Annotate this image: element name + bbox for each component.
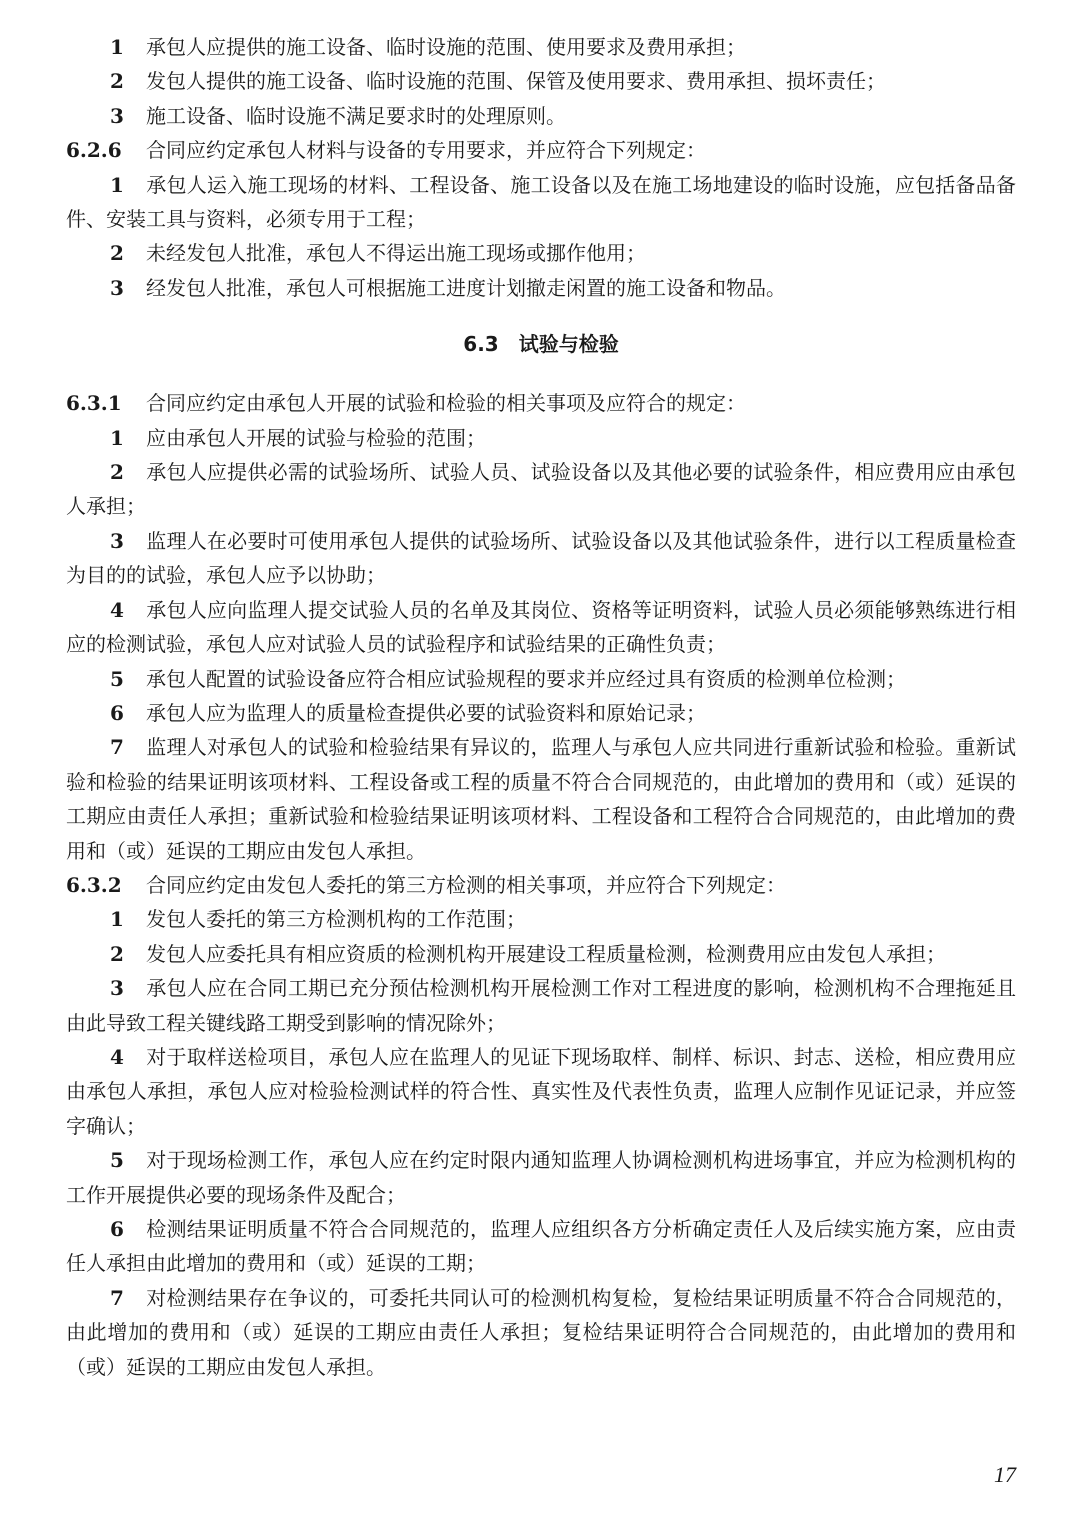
item-number: 6 xyxy=(110,700,124,725)
item-number: 5 xyxy=(110,1148,124,1173)
item-number: 3 xyxy=(110,528,124,553)
list-item xyxy=(66,236,1016,270)
item-number: 5 xyxy=(110,666,124,691)
item-number: 4 xyxy=(110,1044,124,1069)
item-text: 发包人委托的第三方检测机构的工作范围； xyxy=(146,907,526,932)
item-number: 2 xyxy=(110,69,124,94)
item-text: 检测结果证明质量不符合合同规范的，监理人应组织各方分析确定责任人及后续实施方案，应由责任人承担由此增加的费用和（或）延误的工期； xyxy=(66,1217,1016,1276)
clause-number: 6.3.1 xyxy=(66,391,122,416)
item-text: 经发包人批准，承包人可根据施工进度计划撤走闲置的施工设备和物品。 xyxy=(146,275,786,300)
list-item xyxy=(66,455,1016,524)
clause-6-3-2 xyxy=(66,868,1016,902)
clause-text: 合同应约定由发包人委托的第三方检测的相关事项，并应符合下列规定： xyxy=(146,872,786,897)
clause-text: 合同应约定承包人材料与设备的专用要求，并应符合下列规定： xyxy=(146,138,706,163)
item-text: 发包人应委托具有相应资质的检测机构开展建设工程质量检测，检测费用应由发包人承担； xyxy=(146,941,946,966)
item-number: 3 xyxy=(110,976,124,1001)
page-number: 17 xyxy=(994,1462,1016,1487)
item-text: 承包人应向监理人提交试验人员的名单及其岗位、资格等证明资料，试验人员必须能够熟练进行相应的检测试验，承包人应对试验人员的试验程序和试验结果的正确性负责； xyxy=(66,597,1016,657)
item-text: 对于取样送检项目，承包人应在监理人的见证下现场取样、制样、标识、封志、送检，相应费用应由承包人承担，承包人应对检验检测试样的符合性、真实性及代表性负责，监理人应制作见证记录，并应签字确认； xyxy=(66,1044,1016,1138)
item-number: 1 xyxy=(110,907,124,932)
list-item xyxy=(66,696,1016,730)
list-item xyxy=(66,64,1016,98)
item-number: 7 xyxy=(110,735,124,760)
document-body xyxy=(66,30,1016,1384)
item-text: 发包人提供的施工设备、临时设施的范围、保管及使用要求、费用承担、损坏责任； xyxy=(146,69,886,94)
list-item xyxy=(66,524,1016,593)
item-number: 4 xyxy=(110,597,124,622)
item-text: 应由承包人开展的试验与检验的范围； xyxy=(146,425,486,450)
list-item xyxy=(66,971,1016,1040)
item-text: 未经发包人批准，承包人不得运出施工现场或挪作他用； xyxy=(146,241,646,266)
list-item xyxy=(66,662,1016,696)
item-text: 施工设备、临时设施不满足要求时的处理原则。 xyxy=(146,103,566,128)
clause-number: 6.2.6 xyxy=(66,138,122,163)
item-text: 承包人配置的试验设备应符合相应试验规程的要求并应经过具有资质的检测单位检测； xyxy=(146,666,906,691)
item-text: 监理人在必要时可使用承包人提供的试验场所、试验设备以及其他试验条件，进行以工程质量检查为目的的试验，承包人应予以协助； xyxy=(66,528,1016,588)
clause-text: 合同应约定由承包人开展的试验和检验的相关事项及应符合的规定： xyxy=(146,391,746,416)
item-number: 1 xyxy=(110,35,124,59)
list-item xyxy=(66,1281,1016,1384)
item-text: 承包人运入施工现场的材料、工程设备、施工设备以及在施工场地建设的临时设施，应包括备品备件、安装工具与资料，必须专用于工程； xyxy=(66,172,1016,232)
item-number: 7 xyxy=(110,1285,124,1310)
list-item xyxy=(66,99,1016,133)
list-item xyxy=(66,593,1016,662)
list-item xyxy=(66,937,1016,971)
item-number: 2 xyxy=(110,241,124,266)
list-item xyxy=(66,421,1016,455)
list-item xyxy=(66,271,1016,305)
list-item xyxy=(66,902,1016,936)
list-item xyxy=(66,730,1016,868)
item-text: 承包人应提供必需的试验场所、试验人员、试验设备以及其他必要的试验条件，相应费用应由承包人承担； xyxy=(66,460,1016,519)
list-item xyxy=(66,1040,1016,1143)
item-number: 6 xyxy=(110,1217,124,1241)
clause-6-2-6 xyxy=(66,133,1016,167)
list-item xyxy=(66,1143,1016,1212)
list-item xyxy=(66,168,1016,237)
section-title-text: 试验与检验 xyxy=(518,332,619,357)
item-number: 1 xyxy=(110,425,124,450)
list-item xyxy=(66,1212,1016,1281)
section-number: 6.3 xyxy=(463,332,499,357)
item-text: 对于现场检测工作，承包人应在约定时限内通知监理人协调检测机构进场事宜，并应为检测机构的工作开展提供必要的现场条件及配合； xyxy=(66,1148,1016,1207)
item-text: 承包人应为监理人的质量检查提供必要的试验资料和原始记录； xyxy=(146,700,706,725)
section-heading xyxy=(66,327,1016,361)
item-text: 承包人应提供的施工设备、临时设施的范围、使用要求及费用承担； xyxy=(146,35,746,59)
clause-number: 6.3.2 xyxy=(66,872,122,897)
item-number: 2 xyxy=(110,460,124,485)
item-number: 2 xyxy=(110,941,124,966)
clause-6-3-1 xyxy=(66,386,1016,420)
list-item xyxy=(66,30,1016,64)
item-number: 3 xyxy=(110,275,124,300)
item-text: 监理人对承包人的试验和检验结果有异议的，监理人与承包人应共同进行重新试验和检验。重新试验和检验的结果证明该项材料、工程设备或工程的质量不符合合同规范的，由此增加的费用和（或）延误的工期应由责任人承担；重新试验和检验结果证明该项材料、工程设备和工程符合合同规范的，由此增加的费用和（或）延误的工期应由发包人承担。 xyxy=(66,735,1016,863)
item-number: 3 xyxy=(110,103,124,128)
item-number: 1 xyxy=(110,172,124,197)
item-text: 对检测结果存在争议的，可委托共同认可的检测机构复检，复检结果证明质量不符合合同规范的，由此增加的费用和（或）延误的工期应由责任人承担；复检结果证明符合合同规范的，由此增加的费用和（或）延误的工期应由发包人承担。 xyxy=(66,1285,1016,1379)
item-text: 承包人应在合同工期已充分预估检测机构开展检测工作对工程进度的影响，检测机构不合理拖延且由此导致工程关键线路工期受到影响的情况除外； xyxy=(66,976,1016,1035)
